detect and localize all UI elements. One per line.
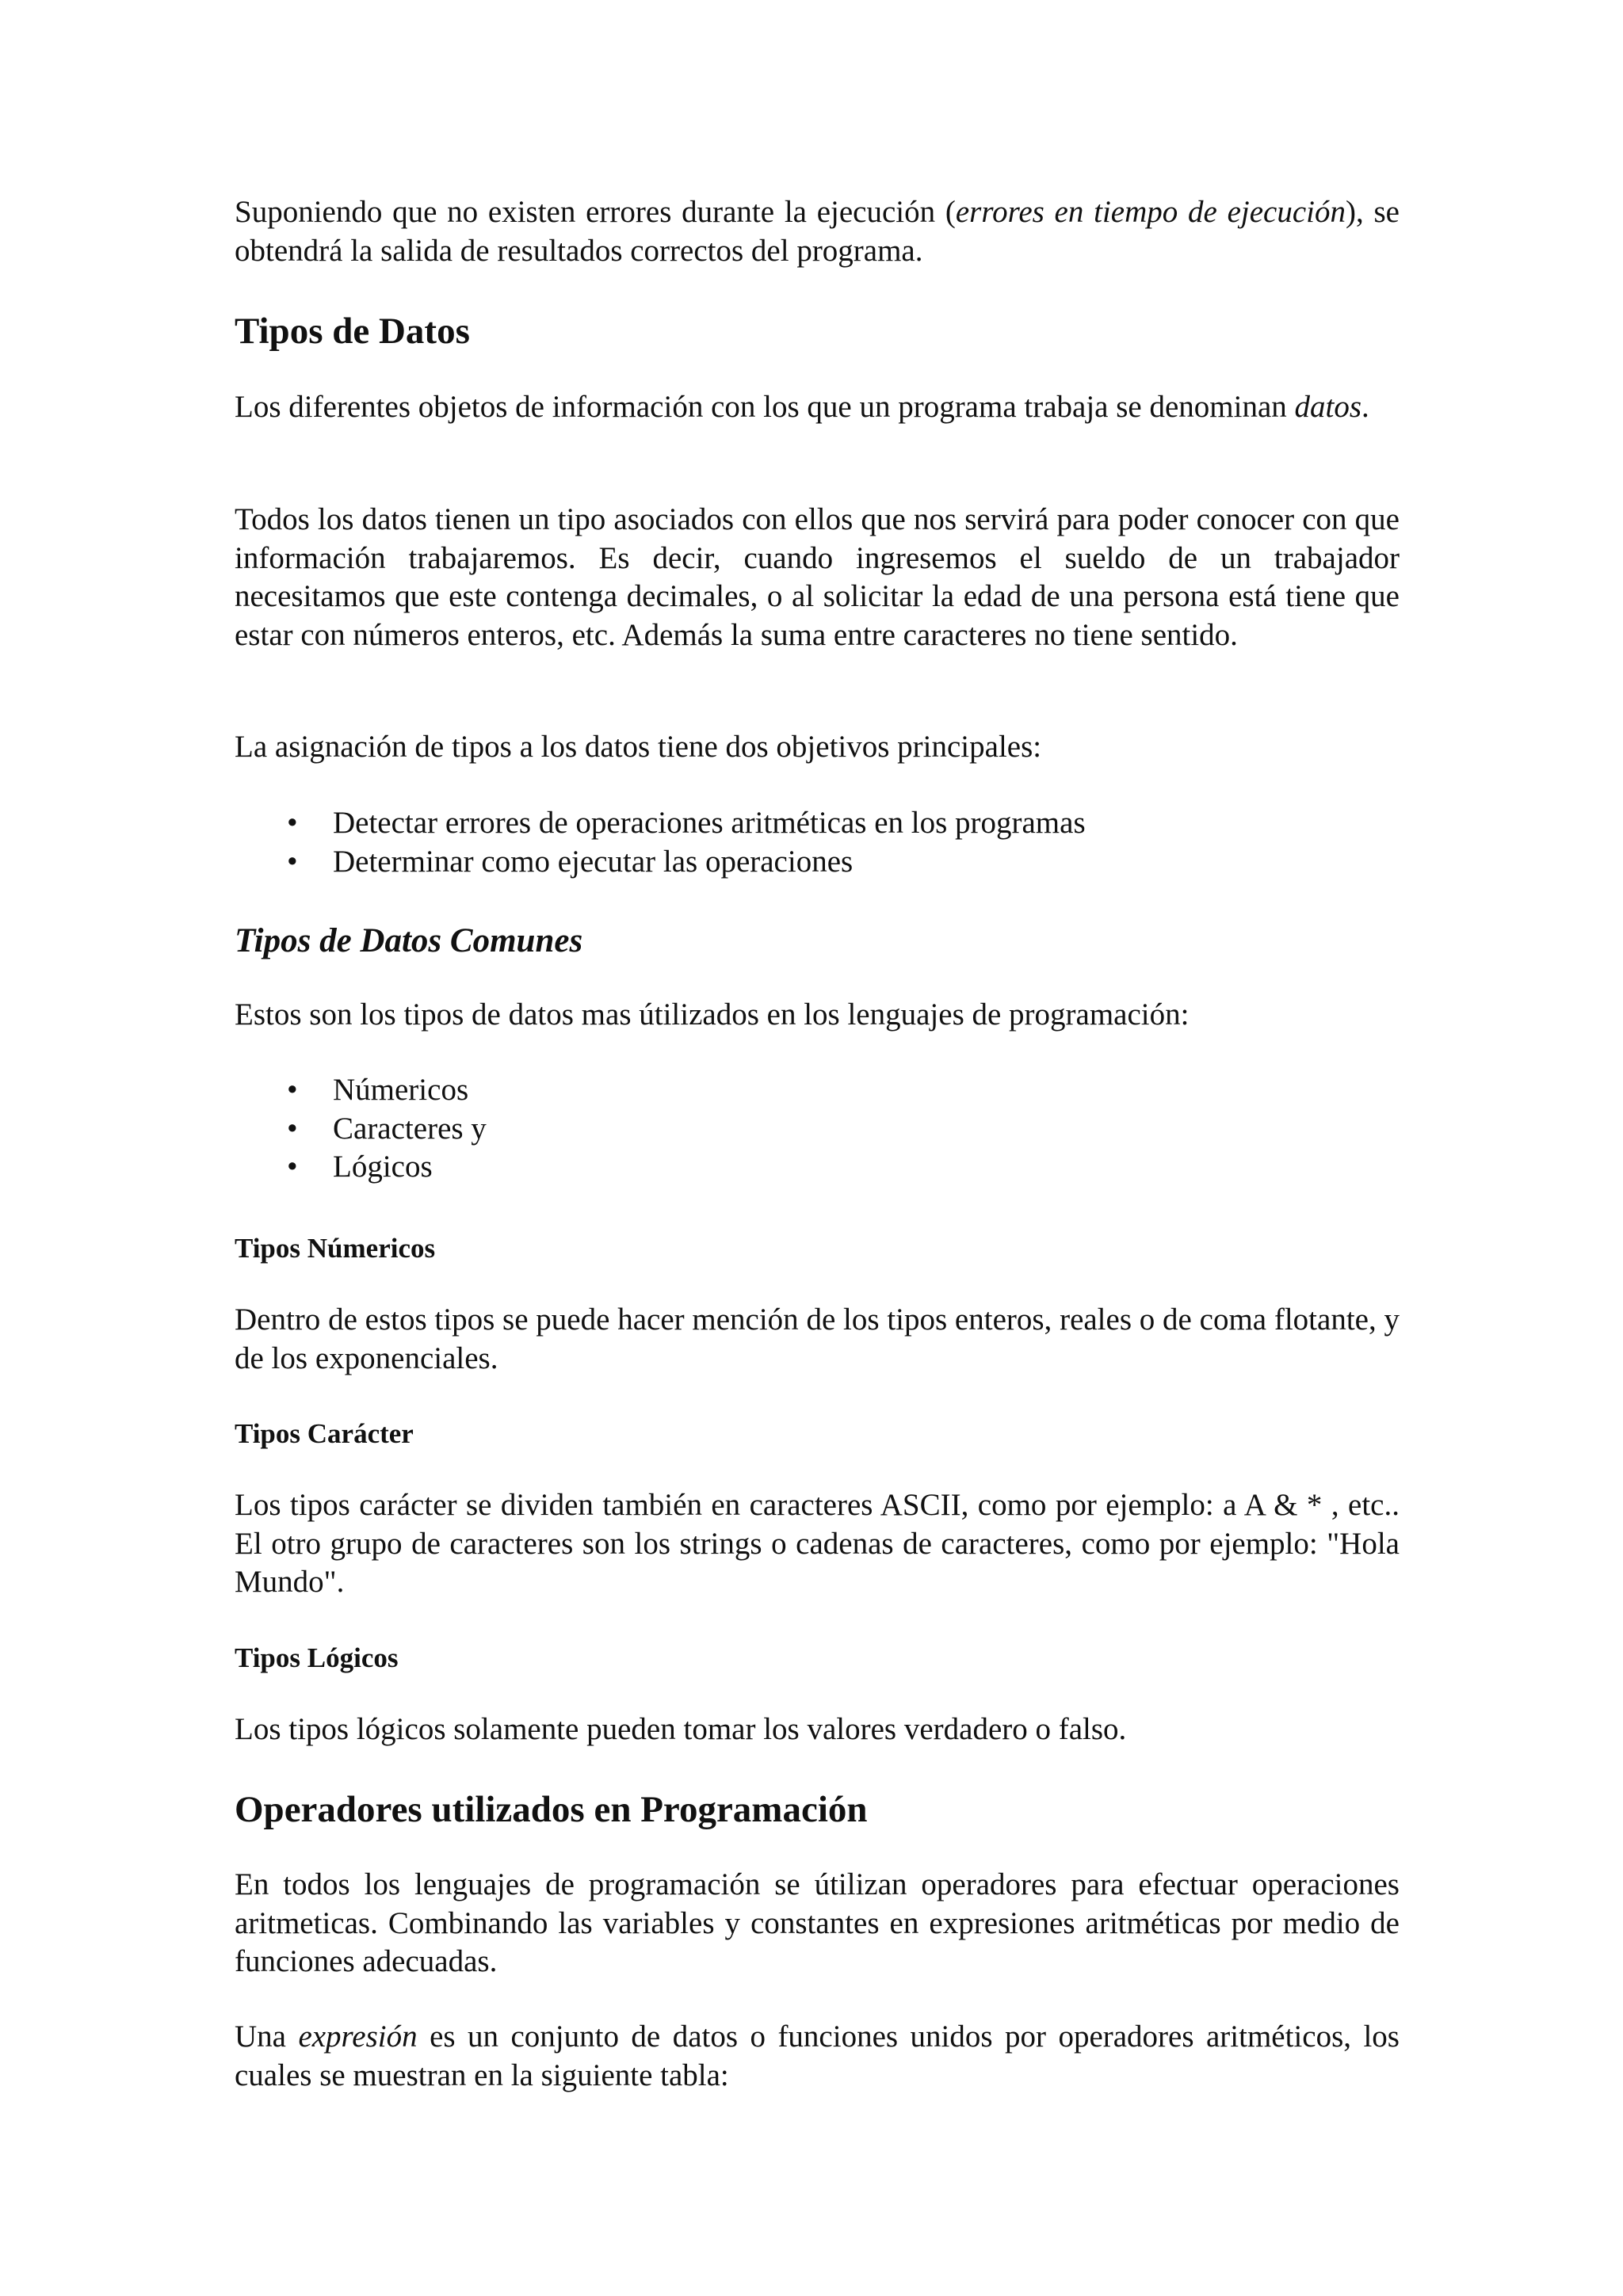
intro-paragraph bbox=[235, 193, 1400, 270]
operadores-p1: En todos los lenguajes de programación se útilizan operadores para efectuar operaciones aritmeticas. Combinando las variables y constantes en expresiones aritméticas por medio de funciones adecuadas. bbox=[235, 1867, 1400, 1978]
list-item bbox=[235, 804, 1400, 843]
bullet-icon: • bbox=[287, 806, 298, 840]
tipos-p1-italic: datos bbox=[1294, 390, 1362, 424]
logicos-paragraph bbox=[235, 1711, 1400, 1749]
tipos-paragraph-1 bbox=[235, 388, 1400, 427]
intro-text-italic: errores en tiempo de ejecución bbox=[955, 195, 1346, 229]
list-item bbox=[235, 843, 1400, 882]
list-item-text: Númericos bbox=[333, 1073, 469, 1107]
numericos-paragraph bbox=[235, 1301, 1400, 1378]
comunes-bullet-list bbox=[235, 1071, 1400, 1187]
comunes-section bbox=[235, 921, 1400, 962]
caracter-paragraph bbox=[235, 1486, 1400, 1602]
tipos-p1-text: Los diferentes objetos de información con los que un programa trabaja se denominan bbox=[235, 390, 1295, 424]
bullet-icon: • bbox=[287, 1150, 298, 1184]
intro-text-part2: ), se obtendrá la salida de resultados correctos del programa. bbox=[235, 195, 1400, 268]
list-item-text: Determinar como ejecutar las operaciones bbox=[333, 844, 854, 879]
tipos-de-datos-section bbox=[235, 309, 1400, 353]
tipos-paragraph-2 bbox=[235, 501, 1400, 654]
operadores-section bbox=[235, 1787, 1400, 1832]
list-item-text: Lógicos bbox=[333, 1150, 433, 1184]
subheading-numericos: Tipos Númericos bbox=[235, 1233, 436, 1264]
bullet-icon: • bbox=[287, 1111, 298, 1146]
tipos-p3: La asignación de tipos a los datos tiene dos objetivos principales: bbox=[235, 730, 1042, 764]
comunes-p1: Estos son los tipos de datos mas útilizados en los lenguajes de programación: bbox=[235, 997, 1190, 1032]
bullet-icon: • bbox=[287, 1073, 298, 1107]
tipos-p1 bbox=[235, 388, 1400, 427]
operadores-paragraph-1 bbox=[235, 1866, 1400, 1981]
logicos-text: Los tipos lógicos solamente pueden tomar los valores verdadero o falso. bbox=[235, 1712, 1127, 1746]
operadores-paragraph-2 bbox=[235, 2018, 1400, 2095]
list-item-text: Detectar errores de operaciones aritméticas en los programas bbox=[333, 806, 1086, 840]
numericos-section bbox=[235, 1231, 1400, 1266]
numericos-text: Dentro de estos tipos se puede hacer mención de los tipos enteros, reales o de coma flotante, y de los exponenciales. bbox=[235, 1302, 1400, 1375]
tipos-bullet-list bbox=[235, 804, 1400, 881]
list-item bbox=[235, 1110, 1400, 1149]
comunes-paragraph bbox=[235, 996, 1400, 1035]
intro-text bbox=[235, 193, 1400, 270]
subheading-caracter: Tipos Carácter bbox=[235, 1418, 414, 1449]
operadores-p2-italic: expresión bbox=[298, 2019, 418, 2054]
list-item bbox=[235, 1071, 1400, 1110]
operadores-p2-start: Una bbox=[235, 2019, 299, 2054]
logicos-section bbox=[235, 1641, 1400, 1676]
list-item-text: Caracteres y bbox=[333, 1111, 487, 1146]
tipos-p1-end: . bbox=[1361, 390, 1369, 424]
subheading-logicos: Tipos Lógicos bbox=[235, 1642, 399, 1673]
operadores-p2 bbox=[235, 2018, 1400, 2095]
caracter-section bbox=[235, 1417, 1400, 1451]
section-heading-operadores: Operadores utilizados en Programación bbox=[235, 1789, 868, 1830]
section-heading-comunes: Tipos de Datos Comunes bbox=[235, 922, 583, 959]
section-heading-tipos-de-datos: Tipos de Datos bbox=[235, 311, 470, 352]
caracter-text: Los tipos carácter se dividen también en caracteres ASCII, como por ejemplo: a A & * , etc.. El otro grupo de caracteres son los strings o cadenas de caracteres, como por ejemplo: "Hola Mundo". bbox=[235, 1488, 1400, 1599]
bullet-icon: • bbox=[287, 844, 298, 879]
list-item bbox=[235, 1148, 1400, 1187]
intro-text-part1: Suponiendo que no existen errores durante la ejecución ( bbox=[235, 195, 956, 229]
operadores-p2-end: es un conjunto de datos o funciones unidos por operadores aritméticos, los cuales se muestran en la siguiente tabla: bbox=[235, 2019, 1400, 2092]
tipos-paragraph-3 bbox=[235, 728, 1400, 767]
tipos-p2: Todos los datos tienen un tipo asociados con ellos que nos servirá para poder conocer con que información trabajaremos. Es decir, cuando ingresemos el sueldo de un trabajador necesitamos que este contenga decimales, o al solicitar la edad de una persona está tiene que estar con números enteros, etc. Además la suma entre caracteres no tiene sentido. bbox=[235, 502, 1400, 652]
